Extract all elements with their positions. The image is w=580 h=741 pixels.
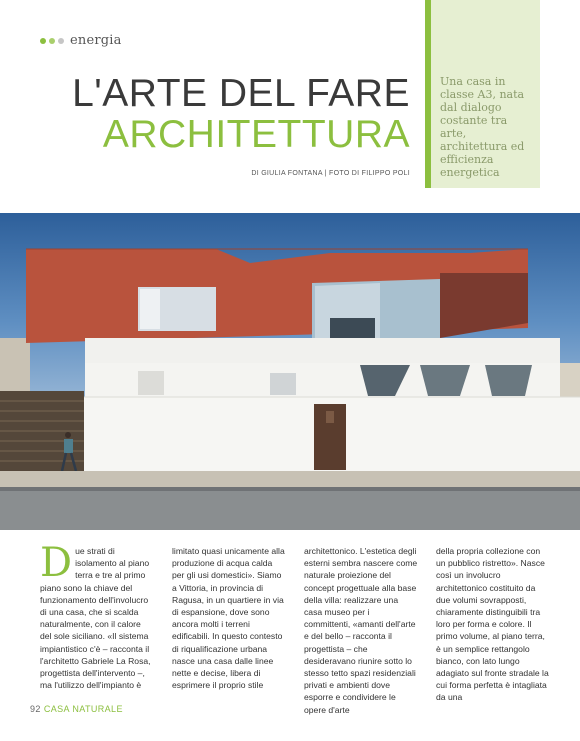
byline: DI GIULIA FONTANA | FOTO DI FILIPPO POLI <box>251 170 410 177</box>
magazine-name: CASA NATURALE <box>43 704 123 714</box>
title-line-1: L'ARTE DEL FARE <box>72 72 410 115</box>
page-number: 92 <box>30 704 41 714</box>
dropcap: D <box>40 540 73 586</box>
section-label: energia <box>70 33 122 48</box>
subtitle: Una casa in classe A3, nata dal dialogo costante tra arte, architettura ed efficienza energetica <box>440 75 525 179</box>
article-column-4: della propria collezione con un pubblico ristretto». Nasce così un involucro architettonico costituito da due volumi sovrapposti, chiaramente distinguibili tra loro per forma e colore. Il primo volume, al piano terra, è un semplice rettangolo bianco, con lato lungo adagiato sul fronte stradale la cui forma perfetta è intagliata da una <box>436 546 549 703</box>
section-tag <box>40 33 122 48</box>
column-1-text: ue strati di isolamento al piano terra e tre al primo piano sono la chiave del funzionamento dell'involucro di una casa, che si scalda naturalmente, con il calore del sole siciliano. «Il sistema impiantistico c'è – racconta il l'architetto Gabriele La Rosa, progettista dell'intervento –, ma l'utilizzo dell'impianto è <box>40 546 151 691</box>
article-column-2: limitato quasi unicamente alla produzione di acqua calda per gli usi domestici». Siamo a Vittoria, in provincia di Ragusa, in un quartiere in via di espansione, dove sono ancora molti i terreni edificabili. In questo contesto di riqualificazione urbana nasce una casa dalle linee nette e decise, libera di esprimere il proprio stile <box>172 546 285 691</box>
title-line-2: ARCHITETTURA <box>102 113 410 156</box>
section-dot-1 <box>40 38 46 44</box>
section-dot-2 <box>49 38 55 44</box>
article-column-1 <box>40 540 154 695</box>
article-column-3: architettonico. L'estetica degli esterni sembra nascere come naturale proiezione del concept progettuale alla base della villa: realizzare una casa museo per i committenti, «amanti dell'arte e del bello – racconta il progettista – che desideravano riunire sotto lo stesso tetto spazi residenziali privati e ambienti dove esporre e condividere le opere d'arte <box>304 546 418 715</box>
house-photo <box>0 213 580 530</box>
page-footer <box>30 704 123 714</box>
section-dot-3 <box>58 38 64 44</box>
